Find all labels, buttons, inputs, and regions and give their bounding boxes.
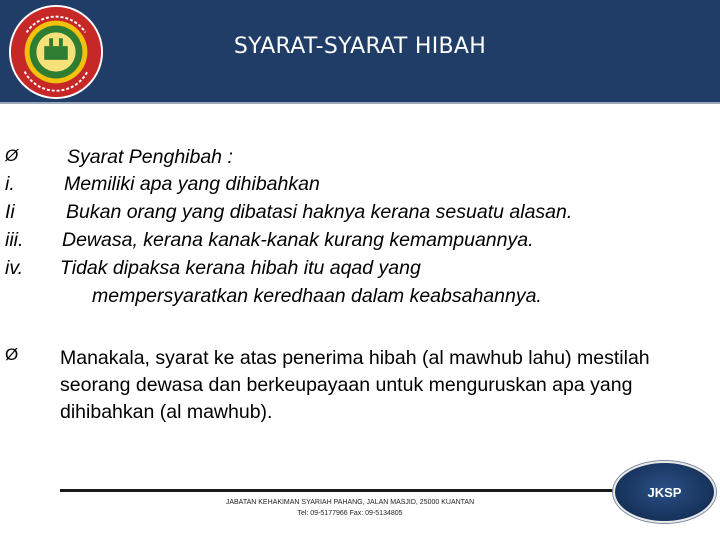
list-marker: iv. bbox=[5, 257, 24, 279]
footer-contact: Tel: 09-5177966 Fax: 09-5134805 bbox=[297, 510, 403, 517]
jksp-logo bbox=[7, 3, 105, 101]
jksp-badge bbox=[613, 461, 716, 523]
list-item-text: Memiliki apa yang dihibahkan bbox=[64, 173, 320, 195]
title-bar bbox=[0, 0, 720, 104]
footer-address: JABATAN KEHAKIMAN SYARIAH PAHANG, JALAN MASJID, 25000 KUANTAN bbox=[225, 499, 475, 506]
list-item-continuation: mempersyaratkan keredhaan dalam keabsahannya. bbox=[92, 285, 542, 307]
list-marker: iii. bbox=[5, 229, 24, 251]
list-item-text: Tidak dipaksa kerana hibah itu aqad yang bbox=[60, 257, 421, 279]
list-marker: i. bbox=[5, 173, 15, 195]
footer-divider bbox=[60, 489, 630, 492]
arrow-bullet-icon: Ø bbox=[5, 345, 19, 364]
recipient-paragraph: Manakala, syarat ke atas penerima hibah (al mawhub lahu) mestilah seorang dewasa dan berkeupayaan untuk menguruskan apa yang dihibahkan (al mawhub). bbox=[60, 347, 650, 423]
page-title: SYARAT-SYARAT HIBAH bbox=[233, 34, 487, 59]
arrow-bullet-icon: Ø bbox=[5, 146, 19, 165]
list-item-text: Bukan orang yang dibatasi haknya kerana sesuatu alasan. bbox=[66, 201, 573, 223]
list-marker: Ii bbox=[5, 201, 15, 223]
footer-text bbox=[150, 497, 550, 519]
penghibah-heading: Syarat Penghibah : bbox=[67, 146, 233, 168]
badge-label: JKSP bbox=[647, 485, 682, 500]
list-item-text: Dewasa, kerana kanak-kanak kurang kemampuannya. bbox=[62, 229, 534, 251]
